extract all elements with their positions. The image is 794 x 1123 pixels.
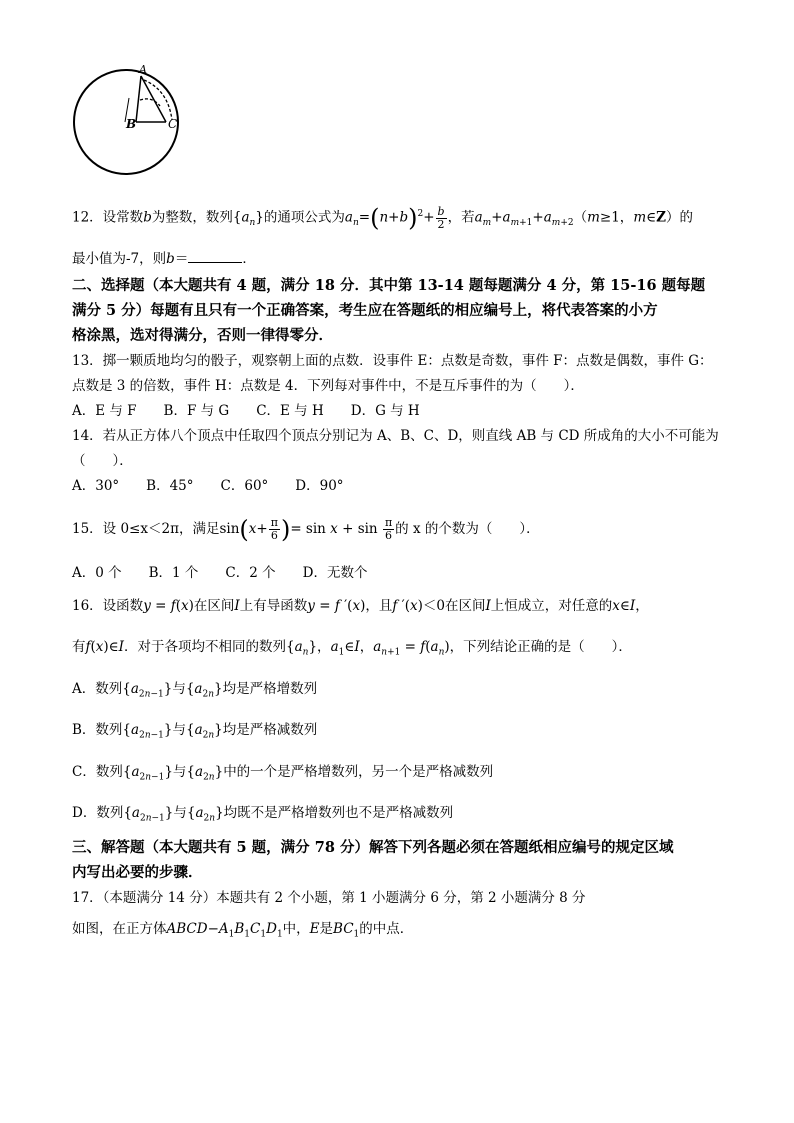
answer-blank[interactable] — [188, 250, 242, 263]
q17-text: 是 — [319, 921, 334, 937]
q16-option-b: B．数列$\{a_{2n-1}\}$与$\{a_{2n}\}$均是严格减数列 — [72, 722, 318, 741]
q15-text: 15．设 0≤x＜2π，满足 — [72, 521, 220, 537]
q16-text: 上有导函数 — [239, 598, 308, 614]
option-text: 与 — [172, 722, 186, 738]
option-text: 与 — [173, 805, 187, 821]
q12-text: ≥1， — [599, 209, 634, 226]
q16-text: 在区间 — [444, 598, 486, 614]
q17-text: 如图，在正方体 — [72, 921, 167, 937]
fraction: $\frac{\pi}{6}$ — [384, 516, 393, 542]
circle-figure — [68, 62, 198, 182]
option-text: 均是严格减数列 — [222, 722, 318, 738]
q17-line2: 如图，在正方体$ABCD-A_1B_1C_1D_1$中，E是$BC_1$的中点． — [72, 921, 414, 940]
q12-text: 12．设常数 — [72, 209, 144, 226]
option-text: 与 — [172, 764, 187, 780]
q12-text: （ — [573, 209, 588, 226]
q12-text: ． — [242, 251, 256, 267]
label-a: A — [139, 63, 147, 76]
q16-option-d: D．数列$\{a_{2n-1}\}$与$\{a_{2n}\}$均既不是严格增数列也不是严格减数列 — [72, 805, 454, 824]
label-b: B — [126, 117, 137, 131]
option-text: C．数列 — [72, 764, 123, 780]
option-text: 均是严格增数列 — [222, 681, 318, 697]
section3-line1: 三、解答题（本大题共有 5 题，满分 78 分）解答下列各题必须在答题纸相应编号的规定区域 — [72, 839, 674, 856]
q15-text: 的 x 的个数为（ ）． — [395, 521, 540, 537]
q16-text: 在区间 — [193, 598, 235, 614]
q15-line1: 15．设 0≤x＜2π，满足sin(x+ $\frac{\pi}{6}$ )= sin x + sin $\frac{\pi}{6}$ 的 x 的个数为（ ）． — [72, 515, 540, 544]
option-text: 均既不是严格增数列也不是严格减数列 — [223, 805, 454, 821]
segment-ac — [141, 76, 166, 122]
section2-line3: 格涂黑，选对得满分，否则一律得零分． — [72, 327, 333, 344]
q16-option-c: C．数列$\{a_{2n-1}\}$与$\{a_{2n}\}$中的一个是严格增数列，另一个是严格减数列 — [72, 764, 494, 783]
arc-dashed — [144, 80, 172, 120]
q16-text: 上恒成立，对任意的 — [490, 598, 613, 614]
q15-options: A．0 个 B．1 个 C．2 个 D．无数个 — [72, 565, 368, 581]
q16-text: 有 — [72, 639, 86, 655]
q12-line2: 最小值为-7，则b＝ ． — [72, 251, 256, 267]
option-text: 与 — [172, 681, 186, 697]
q16-line2: 有f(x)∈I．对于各项均不相同的数列$\{a_n\}$，$a_1\in I$，$a_{n+1} = f(a_n)$，下列结论正确的是（ ）． — [72, 639, 632, 658]
q12-text: 为整数，数列 — [151, 209, 233, 226]
fraction: $\frac{b}{2}$ — [437, 204, 445, 231]
q12-line1: 12．设常数b为整数，数列$\{a_n\}$的通项公式为$a_n=(n+b)^2+$ $\frac{b}{2}$ ，若$a_m+a_{m+1}+a_{m+2}(m\ge 1$，m∈Z）的 — [72, 204, 693, 232]
q12-text: 最小值为-7，则 — [72, 251, 167, 267]
q13-line2: 点数是 3 的倍数，事件 H：点数是 4．下列每对事件中，不是互斥事件的为（ ）． — [72, 378, 584, 394]
fraction: $\frac{\pi}{6}$ — [270, 516, 278, 542]
section2-line1: 二、选择题（本大题共有 4 题，满分 18 分．其中第 13-14 题每题满分 4 分，第 15-16 题每题 — [72, 277, 706, 294]
q16-text: 16．设函数 — [72, 598, 144, 614]
q16-line1: 16．设函数y = f(x)在区间I上有导函数y = f ′(x)，且f ′(x)＜0在区间I上恒成立，对任意的x∈I， — [72, 598, 649, 614]
q12-text: 的通项公式为 — [263, 209, 345, 226]
section3-line2: 内写出必要的步骤． — [72, 864, 203, 881]
q17-line1: 17．（本题满分 14 分）本题共有 2 个小题，第 1 小题满分 6 分，第 2 小题满分 8 分 — [72, 890, 586, 906]
label-c: C — [168, 117, 178, 131]
q16-option-a: A．数列$\{a_{2n-1}\}$与$\{a_{2n}\}$均是严格增数列 — [72, 681, 318, 700]
q14-line2: （ ）． — [72, 453, 133, 469]
q13-line1: 13．掷一颗质地均匀的骰子，观察朝上面的点数．设事件 E：点数是奇数，事件 F：点数是偶数，事件 G： — [72, 353, 713, 369]
option-text: D．数列 — [72, 805, 124, 821]
option-text: A．数列 — [72, 681, 123, 697]
q12-text: ，若 — [447, 209, 475, 226]
q16-text: ，且 — [365, 598, 393, 614]
q14-options: A．30° B．45° C．60° D．90° — [72, 478, 344, 494]
q12-text: ＝ — [174, 251, 189, 267]
q14-line1: 14．若从正方体八个顶点中任取四个顶点分别记为 A、B、C、D，则直线 AB 与 CD 所成角的大小不可能为 — [72, 428, 719, 444]
section2-line2: 满分 5 分）每题有且只有一个正确答案，考生应在答题纸的相应编号上，将代表答案的小方 — [72, 302, 658, 319]
segment-ab — [136, 76, 141, 122]
q17-text: 中， — [282, 921, 310, 937]
q16-text: ，下列结论正确的是（ ）． — [449, 639, 632, 655]
option-text: 中的一个是严格增数列，另一个是严格减数列 — [223, 764, 494, 780]
option-text: B．数列 — [72, 722, 123, 738]
q17-text: 的中点． — [359, 921, 414, 937]
q12-text: ）的 — [665, 209, 693, 226]
q13-options: A．E 与 F B．F 与 G C．E 与 H D．G 与 H — [72, 403, 420, 419]
q16-text: ．对于各项均不相同的数列 — [124, 639, 287, 655]
